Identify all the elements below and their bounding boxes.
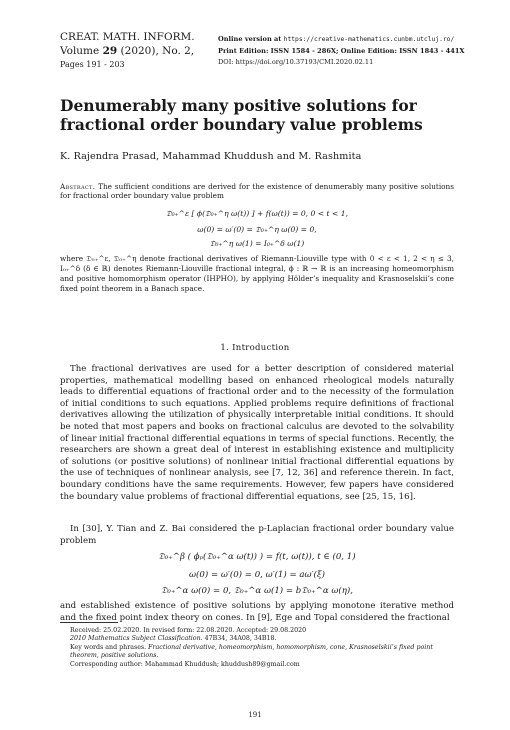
online-version: Online version at https://creative-mathematics.cunbm.utcluj.ro/ [218,35,455,43]
intro-paragraph-3: and established existence of positive solutions by applying monotone iterative method and the fixed point index theory on cones. In [9], Ege and Topal considered the fractional [60,601,454,623]
online-url[interactable]: https://creative-mathematics.cunbm.utcluj.ro/ [283,36,455,43]
abstract-intro: Abstract. The sufficient conditions are derived for the existence of denumerably many positive solutions for fractional order boundary value problem [60,182,454,201]
author-list: K. Rajendra Prasad, Mahammad Khuddush and M. Rashmita [60,151,362,162]
issn-info: Print Edition: ISSN 1584 - 286X; Online Edition: ISSN 1843 - 441X [218,46,465,55]
corresponding-author: Corresponding author: Mahammad Khuddush; khuddush89@gmail.com [70,660,300,668]
intro-equation-3: 𝔇₀₊^α ω(0) = 0, 𝔇₀₊^α ω(1) = b𝔇₀₊^α ω(η), [161,586,353,596]
intro-equation-2: ω(0) = ω′(0) = 0, ω′(1) = aω′(ξ) [189,570,325,580]
volume-info: Volume 29 (2020), No. 2, [60,45,195,57]
abstract-heading: Abstract. [60,182,96,191]
journal-header [60,30,220,71]
paper-title: Denumerably many positive solutions for fractional order boundary value problems [60,96,423,134]
page-number: 191 [248,711,262,719]
abstract-equation-3: 𝔇₀₊^η ω(1) = I₀₊^δ ω(1) [209,239,305,248]
received-dates: Received: 25.02.2020. In revised form: 22.08.2020. Accepted: 29.08.2020 [70,627,307,634]
footnotes [60,627,454,669]
section-heading: 1. Introduction [220,343,290,353]
abstract-equation-1: 𝔇₀₊^ε [ ϕ(𝔇₀₊^η ω(t)) ] + f(ω(t)) = 0, 0 < t < 1, [165,209,349,218]
keywords: Key words and phrases. Fractional derivative, homeomorphism, homomorphism, cone, Krasnoselskii’s fixed point theorem, positive solutions. [70,643,433,660]
intro-paragraph-2: In [30], Y. Tian and Z. Bai considered the p-Laplacian fractional order boundary value problem [60,524,454,546]
journal-name: CREAT. MATH. INFORM. [60,31,195,43]
intro-paragraph-1: The fractional derivatives are used for a better description of considered material properties, mathematical modelling based on enhanced rheological models naturally leads to differential equations of fractional order and to the necessity of the formulation of initial conditions to such equations. Applied problems require definitions of fractional derivatives allowing the utilization of physically interpretable initial conditions. It should be noted that most papers and books on fractional calculus are devoted to the solvability of linear initial fractional differential equations in terms of special functions. Recently, the researchers are shown a great deal of interest in establishing existence and multiplicity of solutions (or positive solutions) of nonlinear initial fractional differential equations by the use of techniques of nonlinear analysis, see [7, 12, 36] and reference therein. In fact, boundary conditions have the same requirements. However, few papers have considered the boundary value problems of fractional differential equations, see [25, 15, 16]. [60,364,454,502]
intro-equation-1: 𝔇₀₊^β ( ϕₚ(𝔇₀₊^α ω(t)) ) = f(t, ω(t)), t ∈ (0, 1) [158,552,356,562]
page-range: Pages 191 - 203 [60,60,125,69]
msc-classification: 2010 Mathematics Subject Classification. 47B34, 34A08, 34B18. [70,635,277,643]
abstract-equation-2: ω(0) = ω′(0) = 𝔇₀₊^η ω(0) = 0, [197,225,317,234]
footnote-rule [60,622,118,623]
abstract-body: where 𝔇₀₊^ε, 𝔇₀₊^η denote fractional derivatives of Riemann-Liouville type with 0 < ε < 1, 2 < η ≤ 3, I₀₊^δ (δ ∈ ℝ) denotes Riemann-Liouville fractional integral, ϕ : ℝ → ℝ is an increasing homeomorphism and positive homomorphism operator (IHPHO), by applying Hölder’s inequality and Krasnoselskii’s cone fixed point theorem in a Banach space. [60,254,454,293]
publication-info [218,34,488,69]
doi-info[interactable]: DOI: https://doi.org/10.37193/CMI.2020.02.11 [218,58,374,66]
